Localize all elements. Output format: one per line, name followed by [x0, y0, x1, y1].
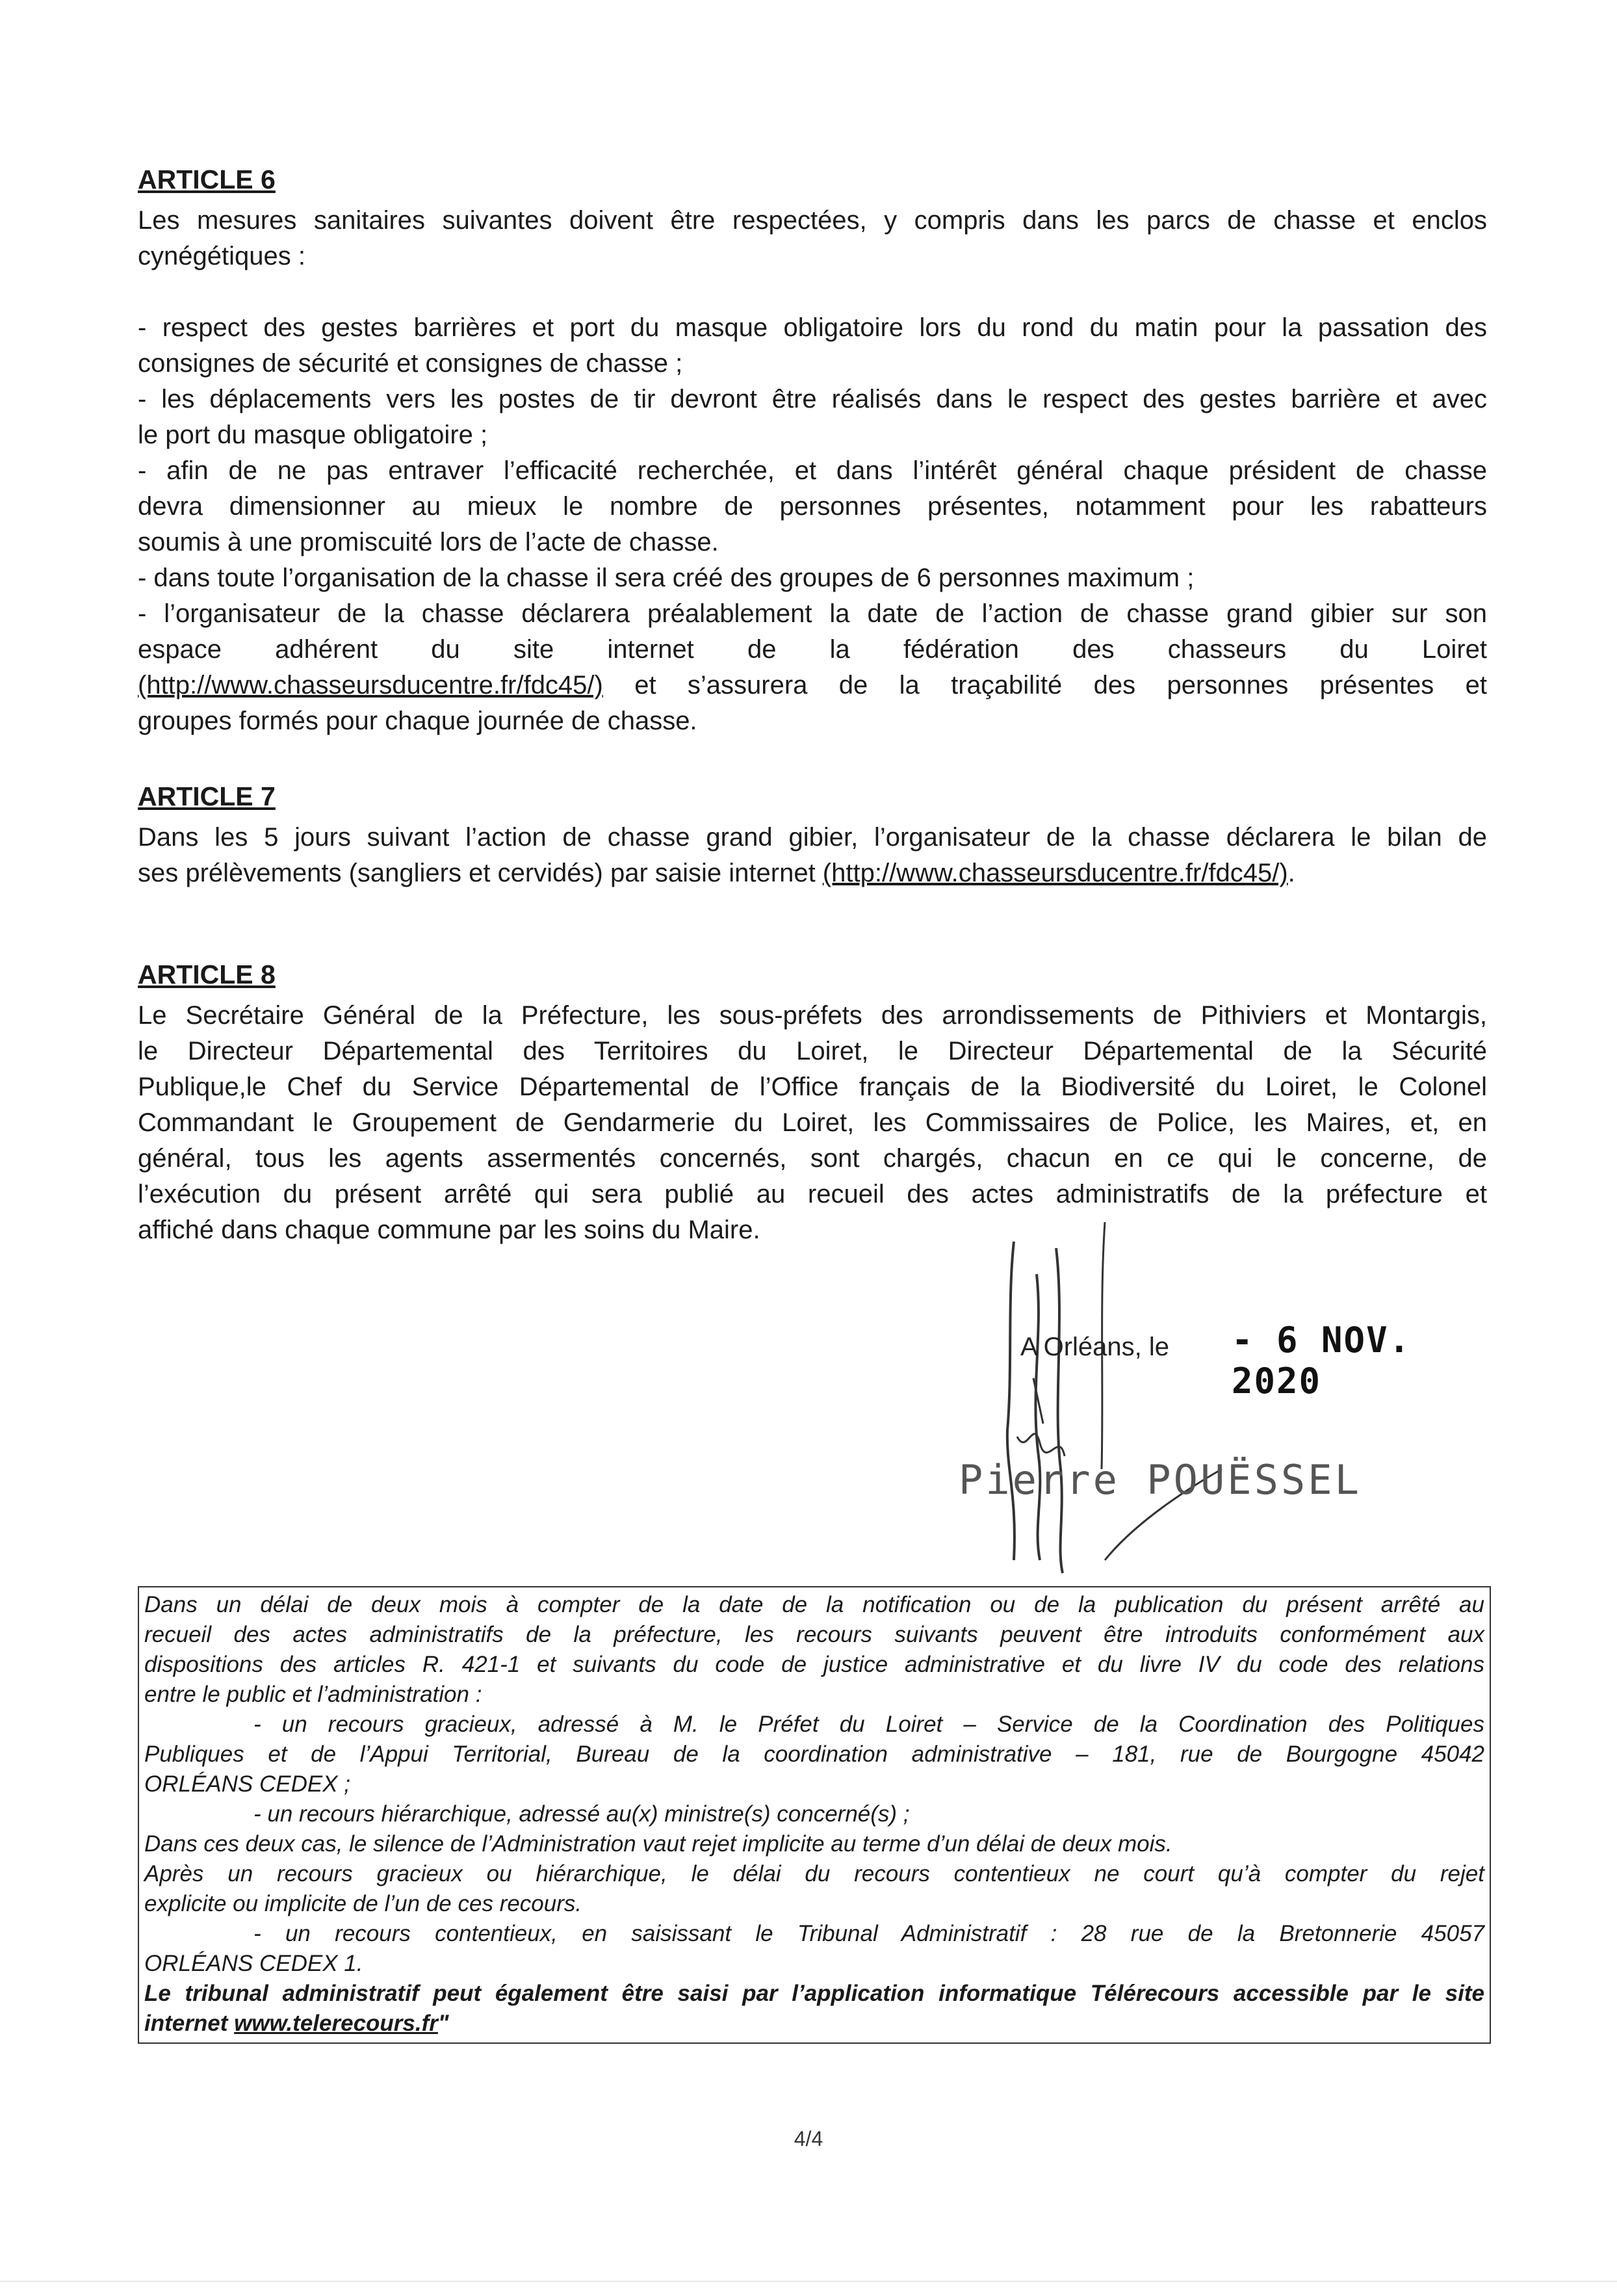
signer-name-stamp: Pierre POUËSSEL	[959, 1456, 1362, 1504]
text-line: Les mesures sanitaires suivantes doivent être respectées, y compris dans les parcs de chasse et enclos	[138, 206, 1487, 235]
text-line: le port du masque obligatoire ;	[138, 421, 488, 449]
article-7	[138, 778, 1487, 891]
notice-line: Dans ces deux cas, le silence de l’Administration vaut rejet implicite au terme d’un délai de deux mois.	[144, 1831, 1172, 1857]
text-line: - dans toute l’organisation de la chasse il sera créé des groupes de 6 personnes maximum ;	[138, 564, 1195, 592]
notice-line: Publiques et de l’Appui Territorial, Bureau de la coordination administrative – 181, rue de Bourgogne 45042	[144, 1742, 1484, 1767]
appeal-notice-box	[138, 1586, 1491, 2044]
article-7-title: ARTICLE 7	[138, 781, 276, 811]
text-line	[138, 855, 1487, 891]
fdc45-link[interactable]: (http://www.chasseursducentre.fr/fdc45/)	[138, 671, 603, 699]
article-8-text	[138, 998, 1487, 1248]
text-line: - respect des gestes barrières et port du masque obligatoire lors du rond du matin pour la passation des	[138, 313, 1487, 342]
text-fragment: internet	[144, 2011, 235, 2036]
text-line: - afin de ne pas entraver l’efficacité recherchée, et dans l’intérêt général chaque président de chasse	[138, 456, 1487, 485]
notice-line: entre le public et l’administration :	[144, 1682, 482, 1707]
notice-line: explicite ou implicite de l’un de ces recours.	[144, 1891, 582, 1916]
text-line: groupes formés pour chaque journée de chasse.	[138, 707, 697, 735]
scan-edge	[0, 2280, 1617, 2282]
article-8	[138, 956, 1487, 1248]
article-6-title: ARTICLE 6	[138, 164, 276, 194]
text-line: - les déplacements vers les postes de tir devront être réalisés dans le respect des gestes barrière et avec	[138, 385, 1487, 413]
notice-line: - un recours gracieux, adressé à M. le Préfet du Loiret – Service de la Coordination des Politiques	[253, 1712, 1484, 1737]
text-line: l’exécution du présent arrêté qui sera publié au recueil des actes administratifs de la préfecture et	[138, 1180, 1487, 1208]
text-line: général, tous les agents assermentés concernés, sont chargés, chacun en ce qui le concerne, de	[138, 1144, 1487, 1173]
text-line: devra dimensionner au mieux le nombre de personnes présentes, notamment pour les rabatteurs	[138, 492, 1487, 521]
notice-line: Le tribunal administratif peut également être saisi par l’application informatique Télérecours accessible par le site	[144, 1981, 1484, 2006]
document-body	[138, 161, 1487, 1287]
notice-line: ORLÉANS CEDEX 1.	[144, 1951, 363, 1976]
text-fragment: .	[1287, 859, 1295, 887]
handwritten-signature	[910, 1222, 1495, 1586]
article-7-text	[138, 820, 1487, 891]
notice-line	[144, 2009, 1484, 2039]
text-line: cynégétiques :	[138, 242, 305, 270]
text-fragment: "	[437, 2011, 449, 2036]
text-line: le Directeur Départemental des Territoires du Loiret, le Directeur Départemental de la Sécurité	[138, 1037, 1487, 1065]
signature-date-stamp: - 6 NOV. 2020	[1232, 1320, 1412, 1402]
text-fragment: et s’assurera de la traçabilité des personnes présentes et	[602, 671, 1487, 699]
notice-line: Après un recours gracieux ou hiérarchique, le délai du recours contentieux ne court qu’à compter du rejet	[144, 1861, 1484, 1886]
text-line	[138, 668, 1487, 703]
notice-line: Dans un délai de deux mois à compter de la date de la notification ou de la publication du présent arrêté au	[144, 1592, 1484, 1617]
text-line: Commandant le Groupement de Gendarmerie du Loiret, les Commissaires de Police, les Maires, et, en	[138, 1108, 1487, 1137]
notice-line: - un recours hiérarchique, adressé au(x) ministre(s) concerné(s) ;	[253, 1801, 910, 1827]
text-line: - l’organisateur de la chasse déclarera préalablement la date de l’action de chasse grand gibier sur son	[138, 599, 1487, 628]
text-line: Le Secrétaire Général de la Préfecture, les sous-préfets des arrondissements de Pithiviers et Montargis,	[138, 1001, 1487, 1030]
telerecours-link[interactable]: www.telerecours.fr	[234, 2011, 438, 2036]
text-fragment: ses prélèvements (sangliers et cervidés) par saisie internet	[138, 859, 823, 887]
article-6	[138, 161, 1487, 739]
text-line: Publique,le Chef du Service Départemental de l’Office français de la Biodiversité du Loiret, le Colonel	[138, 1073, 1487, 1101]
article-8-title: ARTICLE 8	[138, 959, 276, 989]
text-line: affiché dans chaque commune par les soins du Maire.	[138, 1216, 760, 1244]
signature-place: A Orléans, le	[1020, 1333, 1170, 1361]
fdc45-link[interactable]: (http://www.chasseursducentre.fr/fdc45/)	[822, 859, 1288, 887]
notice-line: ORLÉANS CEDEX ;	[144, 1771, 351, 1797]
text-line: consignes de sécurité et consignes de chasse ;	[138, 349, 683, 378]
notice-line: dispositions des articles R. 421-1 et suivants du code de justice administrative et du livre IV du code des relations	[144, 1652, 1484, 1677]
page-number: 4/4	[794, 2127, 823, 2150]
signature-block	[910, 1222, 1495, 1586]
notice-line: recueil des actes administratifs de la préfecture, les recours suivants peuvent être introduits conformément aux	[144, 1622, 1484, 1647]
article-6-intro	[138, 203, 1487, 274]
article-6-measures	[138, 310, 1487, 739]
text-line: espace adhérent du site internet de la fédération des chasseurs du Loiret	[138, 635, 1487, 664]
text-line: Dans les 5 jours suivant l’action de chasse grand gibier, l’organisateur de la chasse déclarera le bilan de	[138, 823, 1487, 852]
notice-line: - un recours contentieux, en saisissant le Tribunal Administratif : 28 rue de la Bretonnerie 45057	[253, 1921, 1484, 1946]
text-line: soumis à une promiscuité lors de l’acte de chasse.	[138, 528, 719, 556]
